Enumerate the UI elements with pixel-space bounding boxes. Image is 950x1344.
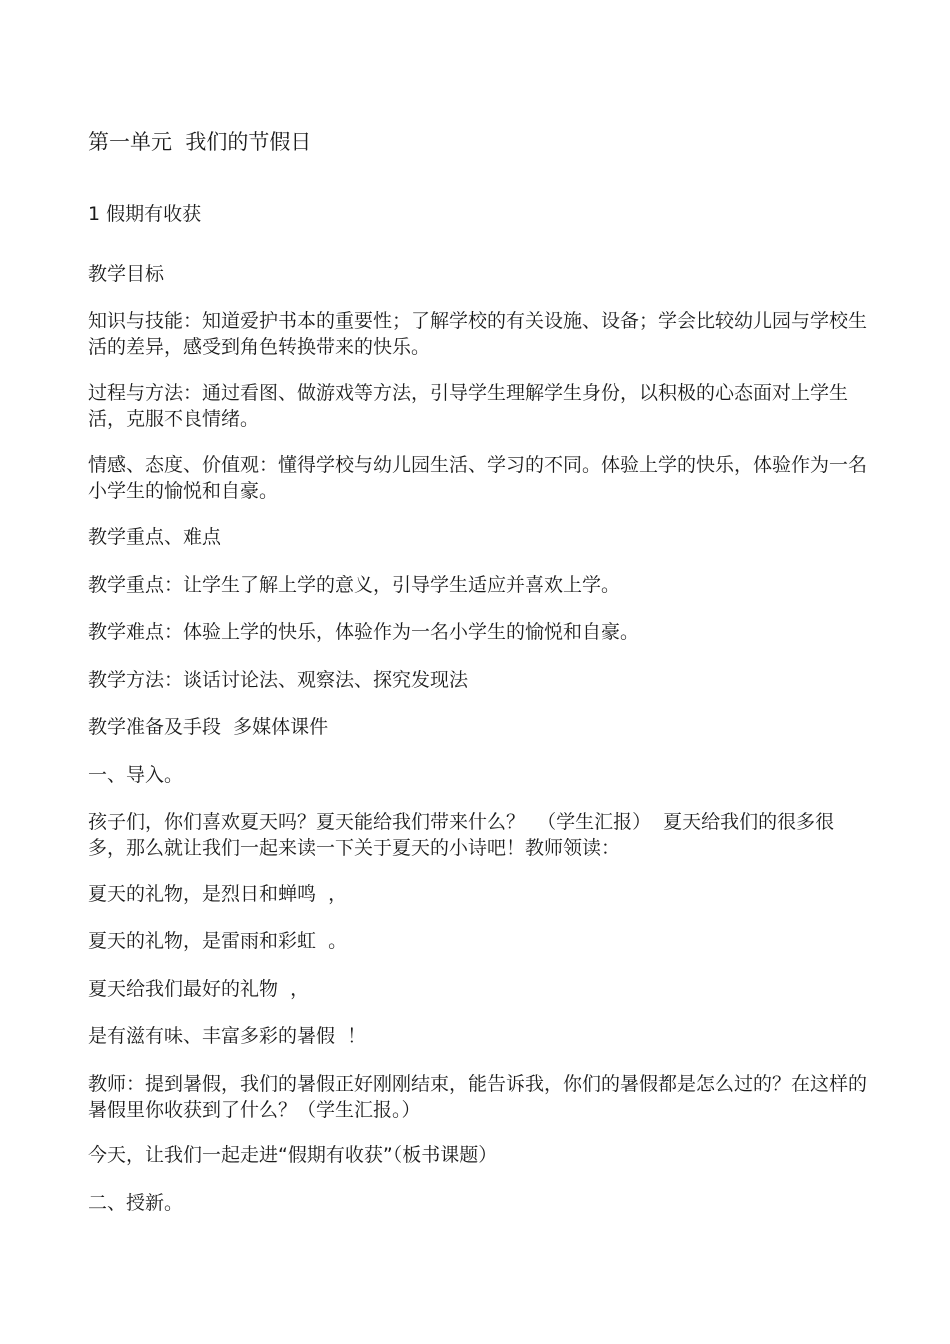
key-difficult-heading: 教学重点、难点 bbox=[88, 526, 222, 548]
section-two-heading: 二、授新。 bbox=[88, 1192, 184, 1214]
today-line: 今天，让我们一起走进“假期有收获”（板书课题） bbox=[88, 1144, 498, 1166]
poem-line-2: 夏天的礼物，是雷雨和彩虹 。 bbox=[88, 930, 348, 952]
section-one-heading: 一、导入。 bbox=[88, 764, 184, 786]
preparation-paragraph: 教学准备及手段 多媒体课件 bbox=[88, 716, 329, 738]
poem-line-4: 是有滋有味、丰富多彩的暑假 ！ bbox=[88, 1025, 367, 1047]
difficult-point-paragraph: 教学难点：体验上学的快乐，体验作为一名小学生的愉悦和自豪。 bbox=[88, 621, 640, 643]
teacher-paragraph: 教师：提到暑假，我们的暑假正好刚刚结束，能告诉我，你们的暑假都是怎么过的？在这样的暑假里你收获到了什么？（学生汇报。） bbox=[88, 1073, 868, 1121]
unit-title: 第一单元 我们的节假日 bbox=[88, 130, 312, 154]
intro-paragraph: 孩子们，你们喜欢夏天吗？夏天能给我们带来什么？ （学生汇报） 夏天给我们的很多很多，那么就让我们一起来读一下关于夏天的小诗吧！教师领读： bbox=[88, 811, 835, 859]
emotion-values-paragraph: 情感、态度、价值观：懂得学校与幼儿园生活、学习的不同。体验上学的快乐，体验作为一名小学生的愉悦和自豪。 bbox=[88, 454, 868, 502]
process-method-paragraph: 过程与方法：通过看图、做游戏等方法，引导学生理解学生身份，以积极的心态面对上学生活，克服不良情绪。 bbox=[88, 382, 849, 430]
lesson-title: 1 假期有收获 bbox=[88, 203, 202, 225]
poem-line-1: 夏天的礼物，是烈日和蝉鸣 ， bbox=[88, 883, 348, 905]
teaching-methods-paragraph: 教学方法：谈话讨论法、观察法、探究发现法 bbox=[88, 669, 469, 691]
key-point-paragraph: 教学重点：让学生了解上学的意义，引导学生适应并喜欢上学。 bbox=[88, 574, 621, 596]
knowledge-skills-paragraph: 知识与技能：知道爱护书本的重要性；了解学校的有关设施、设备；学会比较幼儿园与学校生活的差异，感受到角色转换带来的快乐。 bbox=[88, 310, 868, 358]
objectives-heading: 教学目标 bbox=[88, 263, 165, 285]
poem-line-3: 夏天给我们最好的礼物 ， bbox=[88, 978, 310, 1000]
